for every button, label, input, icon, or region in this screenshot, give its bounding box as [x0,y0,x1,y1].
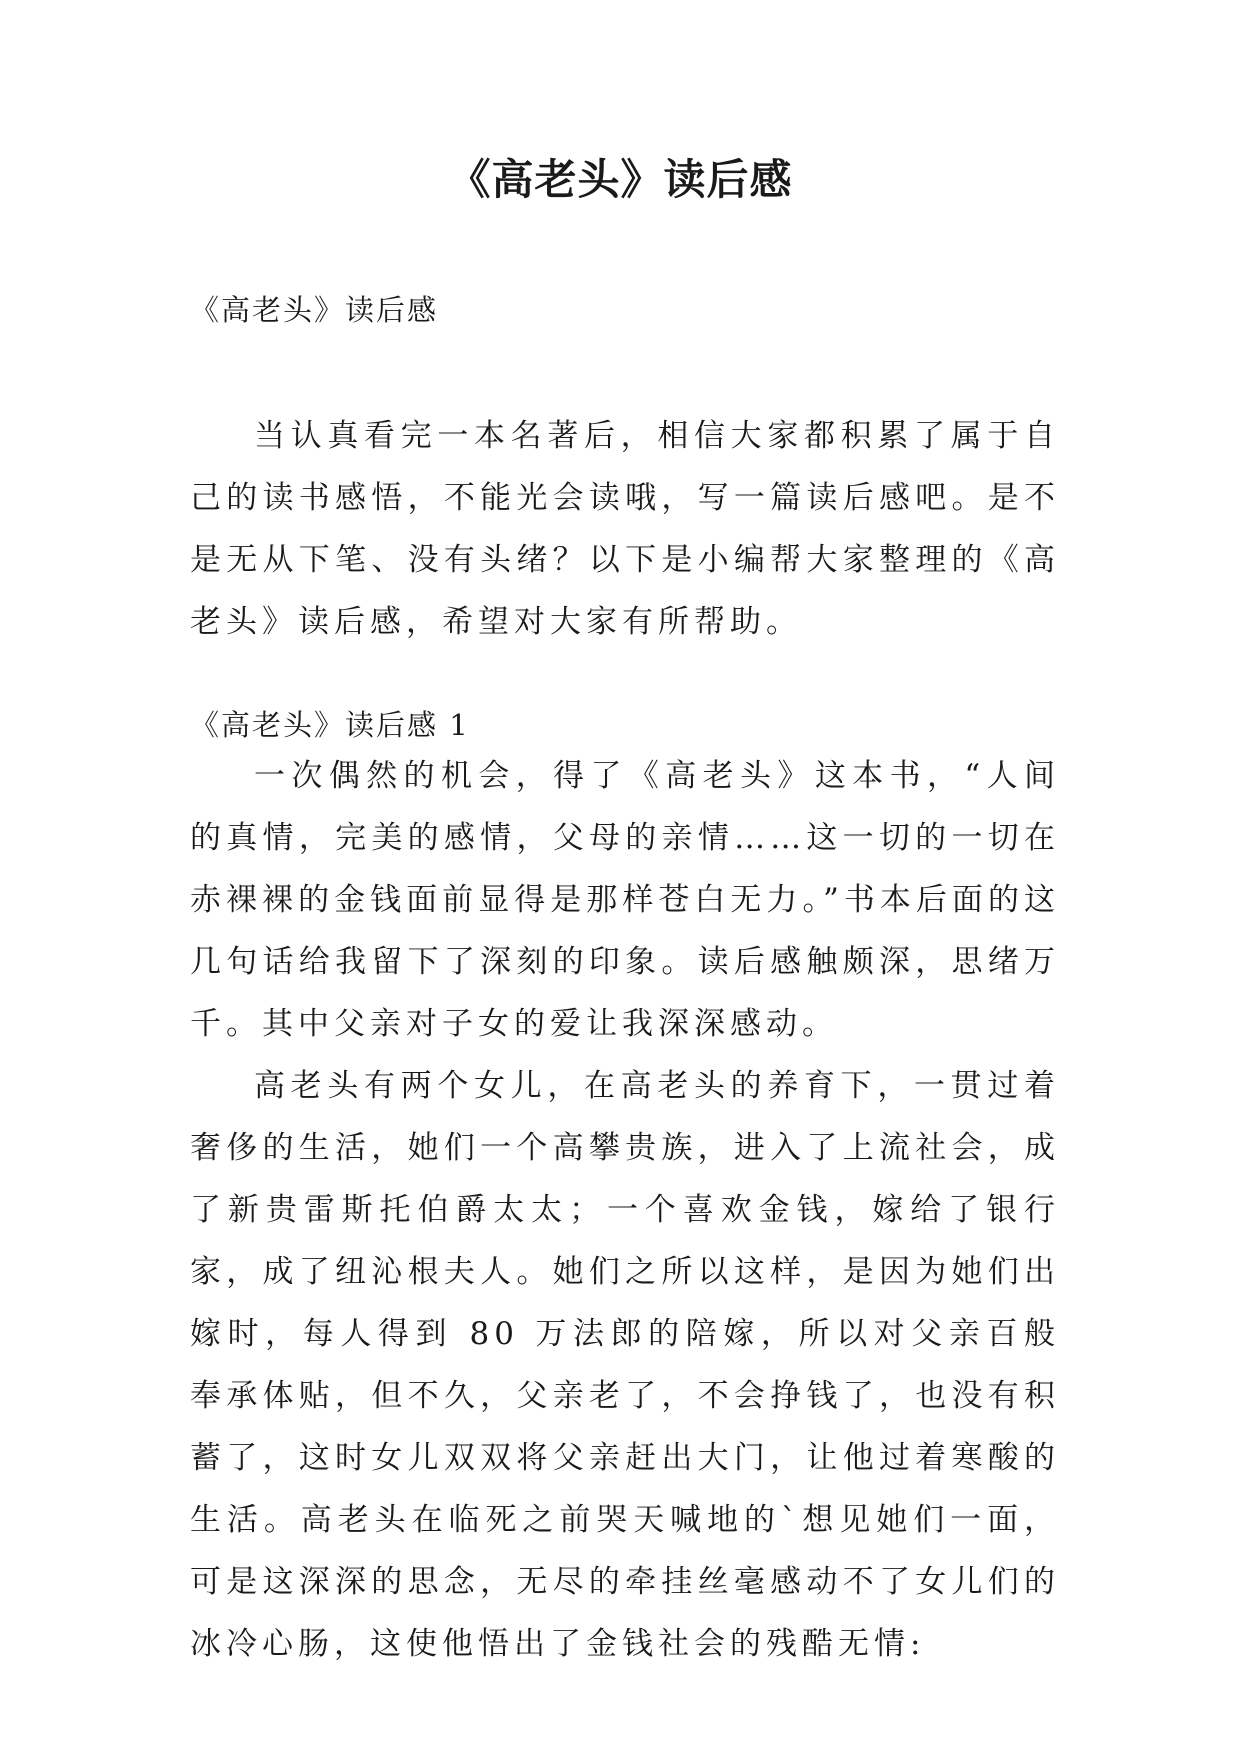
section-heading: 《高老头》读后感 1 [190,708,470,742]
document-title: 《高老头》读后感 [448,155,793,204]
body-paragraph-2: 高老头有两个女儿，在高老头的养育下，一贯过着奢侈的生活，她们一个高攀贵族，进入了上流社会，成了新贵雷斯托伯爵太太；一个喜欢金钱，嫁给了银行家，成了纽沁根夫人。她们之所以这样，是因为她们出嫁时，每人得到 80 万法郎的陪嫁，所以对父亲百般奉承体贴，但不久，父亲老了，不会挣钱了，也没有积蓄了，这时女儿双双将父亲赶出大门，让他过着寒酸的生活。高老头在临死之前哭天喊地的`想见她们一面，可是这深深的思念，无尽的牵挂丝毫感动不了女儿们的冰冷心肠，这使他悟出了金钱社会的残酷无情: [190,1068,1060,1662]
intro-paragraph: 当认真看完一本名著后，相信大家都积累了属于自己的读书感悟，不能光会读哦，写一篇读后感吧。是不是无从下笔、没有头绪？以下是小编帮大家整理的《高老头》读后感，希望对大家有所帮助。 [190,418,1060,640]
document-subtitle: 《高老头》读后感 [190,293,439,327]
body-paragraph-1: 一次偶然的机会，得了《高老头》这本书，“人间的真情，完美的感情，父母的亲情……这一切的一切在赤裸裸的金钱面前显得是那样苍白无力。”书本后面的这几句话给我留下了深刻的印象。读后感触颇深，思绪万千。其中父亲对子女的爱让我深深感动。 [190,758,1060,1042]
